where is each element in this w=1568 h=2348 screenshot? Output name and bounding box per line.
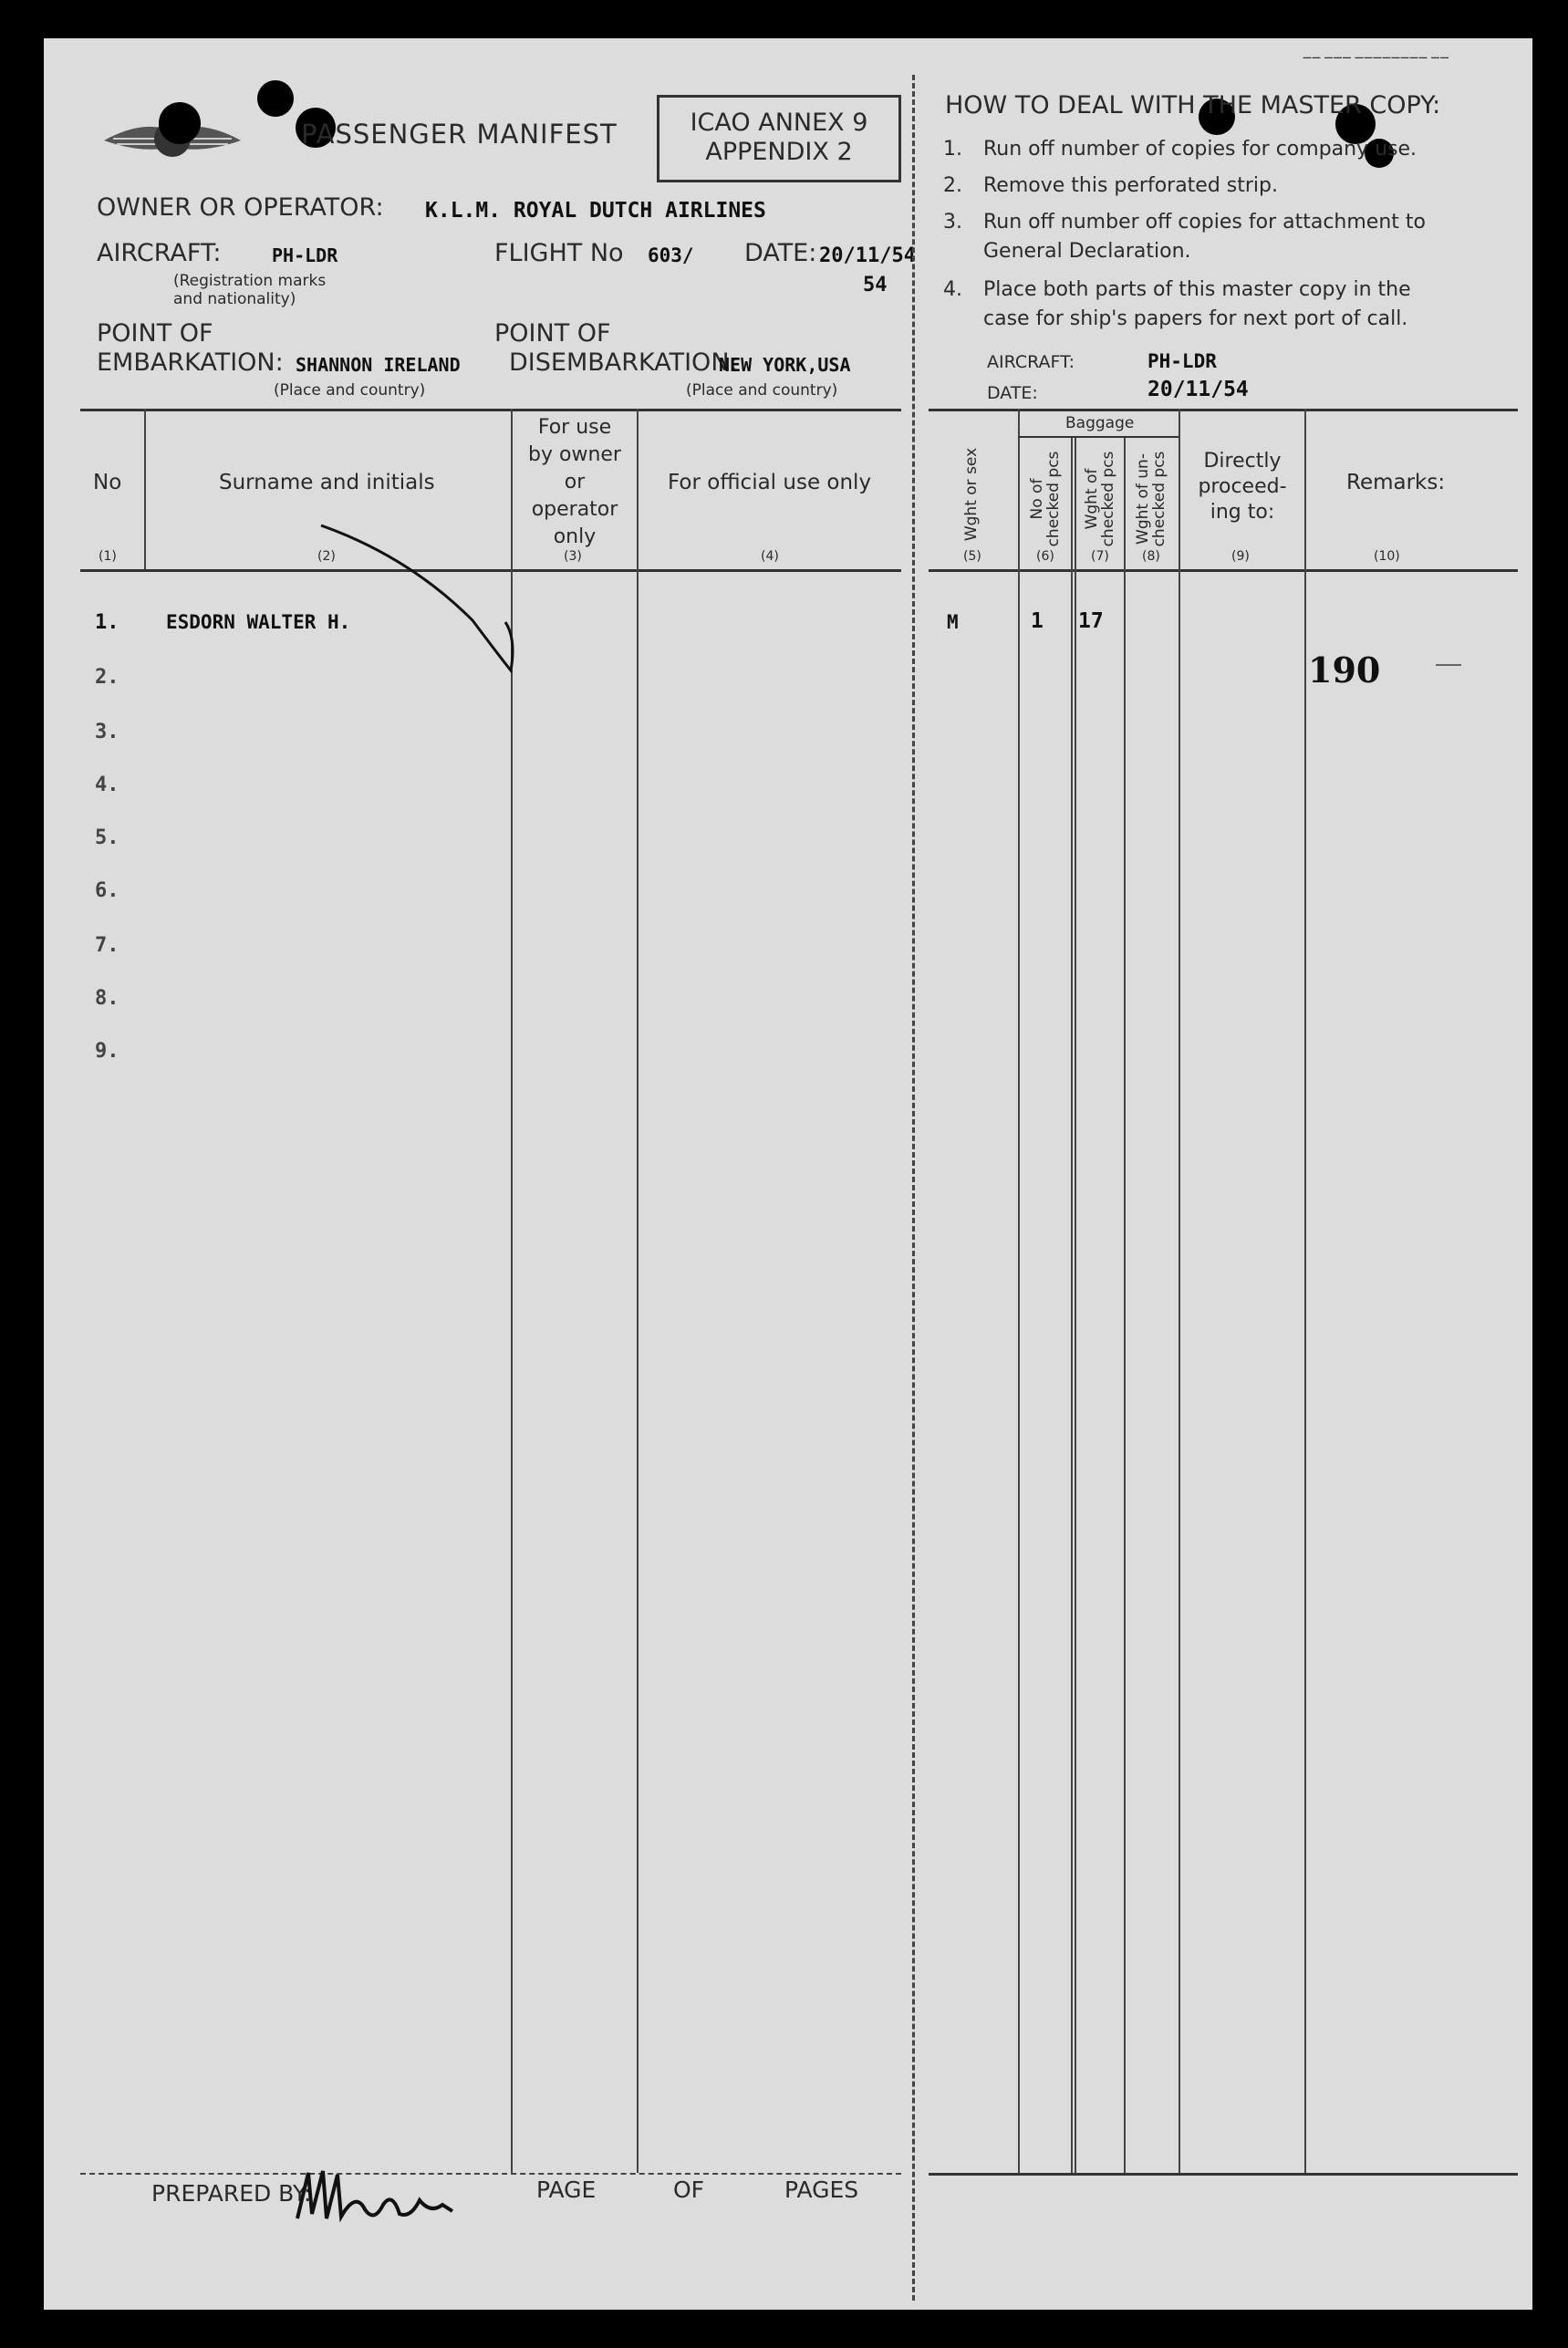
flight-value: 603/ xyxy=(648,244,694,266)
col-header-checked-pcs: No of checked pcs xyxy=(1028,451,1063,547)
icao-line-1: ICAO ANNEX 9 xyxy=(690,109,868,137)
col-num-7: (7) xyxy=(1091,549,1109,564)
baggage-line xyxy=(1018,436,1179,438)
howto-item-1: 1. Run off number of copies for company use. xyxy=(943,138,1417,161)
col-num-10: (10) xyxy=(1374,549,1400,564)
col-line-9 xyxy=(1304,409,1306,2173)
col-num-8: (8) xyxy=(1142,549,1160,564)
howto-item-4: 4. Place both parts of this master copy in the xyxy=(943,278,1411,301)
remark-dash xyxy=(1436,664,1461,666)
row-1-sex: M xyxy=(947,611,959,633)
punch-hole-2 xyxy=(257,80,294,117)
flight-label: FLIGHT No xyxy=(494,239,624,267)
pages-label: PAGES xyxy=(784,2177,859,2203)
row-7-no: 7. xyxy=(95,934,119,957)
disembark-label-1: POINT OF xyxy=(494,319,611,348)
col-header-owner-use: For use by owner or operator only xyxy=(528,416,621,548)
embark-value: SHANNON IRELAND xyxy=(296,354,461,376)
owner-label: OWNER OR OPERATOR: xyxy=(97,193,384,222)
row-6-no: 6. xyxy=(95,879,119,902)
embark-label-1: POINT OF xyxy=(97,319,213,348)
col-num-3: (3) xyxy=(564,549,582,564)
col-num-5: (5) xyxy=(963,549,981,564)
howto-item-3-line-2: General Declaration. xyxy=(983,240,1191,263)
col-header-directly: Directly proceed- ing to: xyxy=(1198,450,1287,524)
col-header-wght-sex: Wght or sex xyxy=(962,447,981,542)
strip-aircraft-value: PH-LDR xyxy=(1147,350,1217,372)
row-4-no: 4. xyxy=(95,774,119,796)
table-bottom-line-right xyxy=(929,2173,1518,2176)
owner-value: K.L.M. ROYAL DUTCH AIRLINES xyxy=(425,199,766,223)
embark-label-2: EMBARKATION: xyxy=(97,348,284,377)
manifest-sheet xyxy=(44,38,1532,2310)
perforation-line xyxy=(912,75,915,2301)
strip-date-value: 20/11/54 xyxy=(1147,378,1249,401)
header-bottom-line-right xyxy=(929,569,1518,572)
col-line-6 xyxy=(1071,438,1073,2173)
col-num-1: (1) xyxy=(99,549,117,564)
row-1-pcs: 1 xyxy=(1031,609,1044,633)
col-num-9: (9) xyxy=(1231,549,1250,564)
disembark-label-2: DISEMBARKATION: xyxy=(509,348,738,377)
col-num-4: (4) xyxy=(761,549,779,564)
howto-title: HOW TO DEAL WITH THE MASTER COPY: xyxy=(945,91,1441,119)
strip-aircraft-label: AIRCRAFT: xyxy=(987,352,1075,372)
col-header-surname: Surname and initials xyxy=(219,471,435,494)
date-extra: 54 xyxy=(863,274,888,296)
aircraft-label: AIRCRAFT: xyxy=(97,239,222,267)
row-1-wght: 17 xyxy=(1078,609,1104,633)
form-code: —— ——— ———————— —— xyxy=(1303,53,1449,63)
col-num-2: (2) xyxy=(317,549,336,564)
remark-number: 190 xyxy=(1308,649,1381,691)
aircraft-value: PH-LDR xyxy=(272,244,338,266)
col-header-wght-checked: Wght of checked pcs xyxy=(1083,451,1117,547)
form-title: PASSENGER MANIFEST xyxy=(301,119,618,150)
col-line-1 xyxy=(144,409,146,569)
col-header-official: For official use only xyxy=(668,471,872,494)
aircraft-note-1: (Registration marks xyxy=(173,272,327,290)
checkmark-stroke xyxy=(317,520,518,684)
howto-item-4-line-2: case for ship's papers for next port of call. xyxy=(983,307,1408,330)
punch-hole-1 xyxy=(159,102,201,144)
embark-note: (Place and country) xyxy=(274,381,426,400)
howto-item-3: 3. Run off number off copies for attachment to xyxy=(943,211,1426,234)
table-top-line-right xyxy=(929,409,1518,411)
col-header-no: No xyxy=(93,471,122,494)
row-3-no: 3. xyxy=(95,721,119,743)
col-num-6: (6) xyxy=(1036,549,1054,564)
date-label: DATE: xyxy=(744,239,817,267)
howto-item-2: 2. Remove this perforated strip. xyxy=(943,174,1279,197)
col-line-3 xyxy=(637,409,639,2173)
table-top-line-left xyxy=(80,409,901,411)
disembark-value: NEW YORK,USA xyxy=(719,354,851,376)
row-1-no: 1. xyxy=(95,611,119,634)
date-value: 20/11/54 xyxy=(819,244,916,267)
col-header-wght-unchecked: Wght of un- checked pcs xyxy=(1134,451,1168,547)
col-line-5 xyxy=(1018,409,1020,2173)
aircraft-note-2: and nationality) xyxy=(173,290,296,308)
col-header-remarks: Remarks: xyxy=(1346,471,1446,494)
strip-date-label: DATE: xyxy=(987,383,1038,403)
page-label: PAGE xyxy=(536,2177,597,2203)
col-line-6b xyxy=(1075,438,1076,2173)
col-line-8 xyxy=(1179,409,1180,2173)
of-label: OF xyxy=(673,2177,705,2203)
prepared-by-label: PREPARED BY: xyxy=(151,2180,312,2207)
col-header-baggage: Baggage xyxy=(1065,414,1135,432)
row-5-no: 5. xyxy=(95,826,119,849)
row-2-no: 2. xyxy=(95,666,119,689)
icao-box xyxy=(657,95,901,182)
howto-list xyxy=(943,135,1426,334)
row-8-no: 8. xyxy=(95,987,119,1010)
icao-line-2: APPENDIX 2 xyxy=(705,138,853,166)
col-line-7 xyxy=(1124,438,1126,2173)
row-1-name: ESDORN WALTER H. xyxy=(166,611,351,633)
row-9-no: 9. xyxy=(95,1040,119,1063)
disembark-note: (Place and country) xyxy=(686,381,838,400)
signature xyxy=(292,2164,511,2237)
